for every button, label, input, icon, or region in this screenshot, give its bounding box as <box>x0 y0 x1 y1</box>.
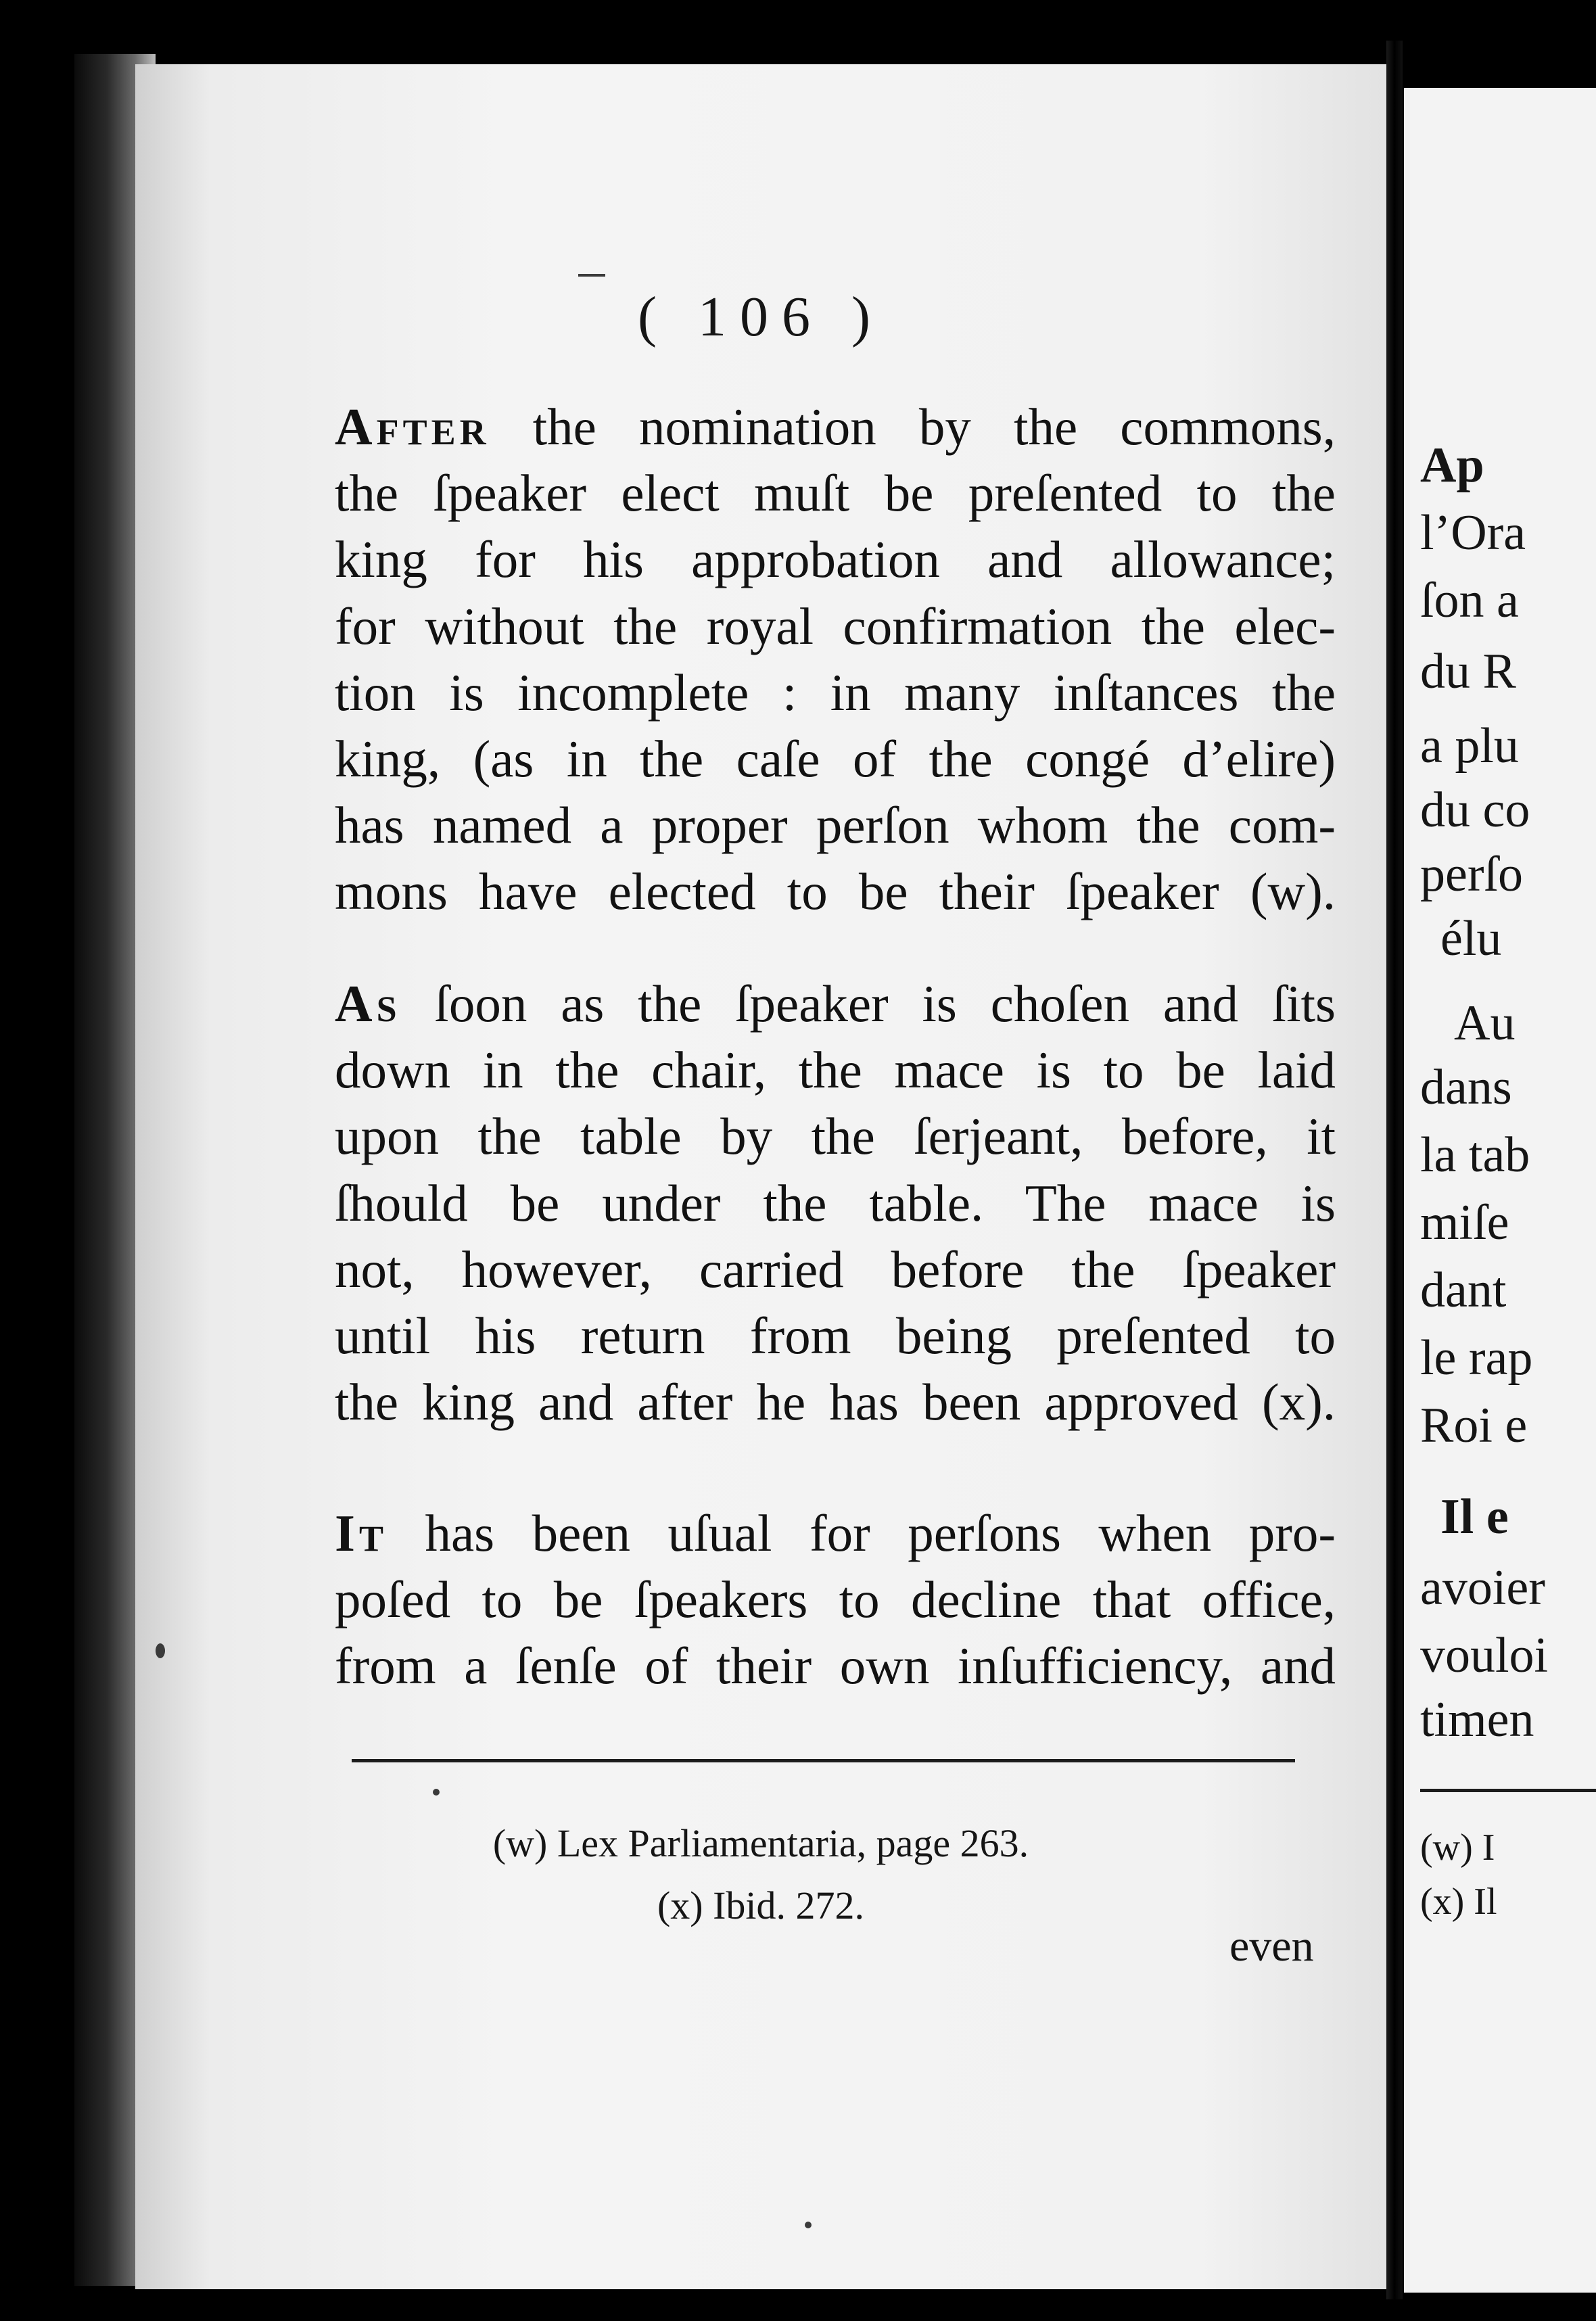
text-line: mons have elected to be their ſpeaker (w). <box>335 862 1336 921</box>
page-number: ( 106 ) <box>638 285 884 348</box>
right-page-fragment: timen <box>1420 1692 1534 1748</box>
text-line: poſed to be ſpeakers to decline that office, <box>335 1570 1336 1629</box>
text-line: down in the chair, the mace is to be laid <box>335 1041 1336 1100</box>
right-page-fragment: avoier <box>1420 1560 1545 1616</box>
text-line: has named a proper perſon whom the com- <box>335 796 1336 855</box>
paragraph-1 <box>335 394 1336 925</box>
right-page-fragment: dant <box>1420 1263 1507 1318</box>
right-page-fragment: dans <box>1420 1060 1512 1115</box>
paragraph-lead-word: It <box>335 1504 388 1562</box>
text-line: until his return from being preſented to <box>335 1307 1336 1365</box>
paragraph-lead-word: After <box>335 398 490 456</box>
text-line: ſhould be under the table. The mace is <box>335 1173 1336 1232</box>
right-page-fragment: l’Ora <box>1420 505 1526 561</box>
footnote-rule <box>352 1759 1295 1762</box>
right-footnote: (w) I <box>1420 1827 1495 1869</box>
text-line: king for his approbation and allowance; <box>335 530 1336 589</box>
right-page-fragment: ſon a <box>1420 573 1519 628</box>
right-page-fragment: a plu <box>1420 718 1519 774</box>
paragraph-2 <box>335 970 1336 1435</box>
text-line: from a ſenſe of their own inſufficiency, and <box>335 1637 1336 1695</box>
right-page-fragment: Au <box>1454 995 1516 1051</box>
paragraph-3 <box>335 1500 1336 1699</box>
footnote-x: (x) Ibid. 272. <box>657 1883 865 1927</box>
text-line: king, (as in the caſe of the congé d’elire) <box>335 730 1336 789</box>
ink-speck <box>805 2222 812 2228</box>
right-page-fragment: Il e <box>1440 1489 1509 1545</box>
right-page-fragment: miſe <box>1420 1195 1509 1250</box>
footnotes <box>135 1812 1386 1937</box>
text-line: upon the table by the ſerjeant, before, it <box>335 1107 1336 1166</box>
right-page-fragment: la tab <box>1420 1127 1530 1183</box>
right-page-fragment: du R <box>1420 644 1516 699</box>
footnote-w: (w) Lex Parliamentaria, page 263. <box>492 1821 1029 1865</box>
text-line: It has been uſual for perſons when pro- <box>335 1504 1336 1562</box>
text-line: tion is incomplete : in many inſtances the <box>335 663 1336 722</box>
page-gutter <box>1386 41 1403 2299</box>
paragraph-lead-word: As <box>335 975 401 1033</box>
right-page-fragment: du co <box>1420 782 1530 838</box>
text-line: After the nomination by the commons, <box>335 398 1336 456</box>
right-page-fragment: vouloi <box>1420 1628 1549 1683</box>
right-page-fragment: élu <box>1440 911 1502 966</box>
text-line: for without the royal confirmation the elec- <box>335 596 1336 655</box>
ink-speck <box>578 274 605 277</box>
right-page-fragment: le rap <box>1420 1330 1533 1386</box>
text-line: As ſoon as the ſpeaker is choſen and ſits <box>335 975 1336 1033</box>
right-footnote: (x) Il <box>1420 1881 1497 1923</box>
ink-speck <box>433 1789 440 1796</box>
right-footnote-rule <box>1420 1789 1596 1792</box>
right-page-fragment: Roi e <box>1420 1398 1528 1453</box>
text-line: the ſpeaker elect muſt be preſented to the <box>335 464 1336 523</box>
ink-speck <box>156 1643 165 1658</box>
right-page-fragment: Ap <box>1420 438 1484 493</box>
text-line: not, however, carried before the ſpeaker <box>335 1240 1336 1298</box>
catchword: even <box>1229 1921 1314 1971</box>
right-page-fragment: perſo <box>1420 847 1524 902</box>
text-line: the king and after he has been approved (x). <box>335 1373 1336 1432</box>
